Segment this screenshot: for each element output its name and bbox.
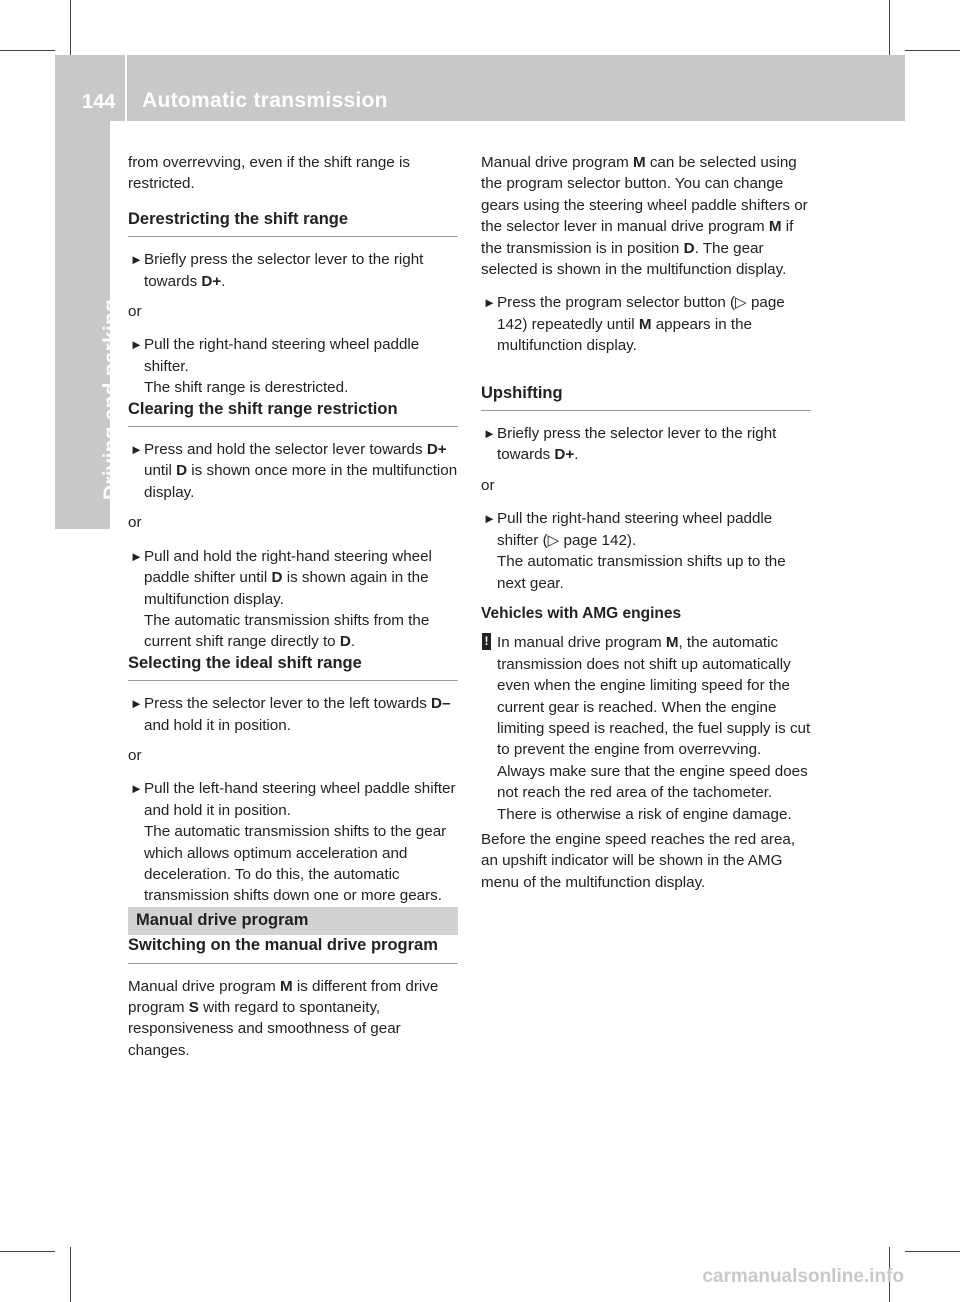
page-reference-link[interactable]: ▷ page 142 xyxy=(497,294,785,333)
section-heading: Selecting the ideal shift range xyxy=(128,653,458,681)
instruction-step: ► Pull the right-hand steering wheel paddle shifter. The shift range is derestricted. xyxy=(130,336,420,397)
body-paragraph: Manual drive program M is different from drive program S with regard to spontaneity, responsiveness and smoothness of gear changes. xyxy=(128,977,439,1059)
step-arrow-icon: ► xyxy=(483,511,496,527)
instruction-step: ► Pull the right-hand steering wheel paddle shifter (▷ page 142). The automatic transmission shifts up to the next gear. xyxy=(483,510,786,592)
body-paragraph: Before the engine speed reaches the red area, an upshift indicator will be shown in the AMG menu of the multifunction display. xyxy=(481,830,796,891)
instruction-step: ► Press the program selector button (▷ page 142) repeatedly until M appears in the multifunction display. xyxy=(483,294,785,355)
crop-mark xyxy=(905,1251,960,1252)
watermark: carmanualsonline.info xyxy=(702,1266,904,1287)
section-heading: Clearing the shift range restriction xyxy=(128,399,458,427)
step-arrow-icon: ► xyxy=(130,442,143,458)
instruction-step: ► Pull and hold the right-hand steering wheel paddle shifter until D is shown again in the multifunction display. The automatic transmission shifts from the current shift range directly to D. xyxy=(130,547,432,651)
step-result: The shift range is derestricted. xyxy=(144,379,349,397)
crop-mark xyxy=(70,0,71,55)
crop-mark xyxy=(889,0,890,55)
subheading: Vehicles with AMG engines xyxy=(481,604,682,622)
section-heading: Switching on the manual drive program xyxy=(128,935,458,963)
instruction-step: ► Briefly press the selector lever to the right towards D+. xyxy=(130,251,424,290)
chapter-tab-label: Driving and parking xyxy=(100,299,123,500)
instruction-step: ► Press and hold the selector lever towards D+ until D is shown once more in the multifunction display. xyxy=(130,441,458,501)
or-separator: or xyxy=(481,476,495,494)
instruction-step: ► Press the selector lever to the left towards D– and hold it in position. xyxy=(130,695,451,734)
or-separator: or xyxy=(128,746,142,764)
right-column xyxy=(481,152,811,893)
crop-mark xyxy=(70,1247,71,1302)
step-arrow-icon: ► xyxy=(130,252,143,268)
body-paragraph: Manual drive program M can be selected using the program selector button. You can change gears using the steering wheel paddle shifters or the selector lever in manual drive program M if the transmission is in position D. The gear selected is shown in the multifunction display. xyxy=(481,154,808,279)
instruction-step: ► Briefly press the selector lever to the right towards D+. xyxy=(483,425,777,464)
instruction-step: ► Pull the left-hand steering wheel paddle shifter and hold it in position. The automatic transmission shifts to the gear which allows optimum acceleration and deceleration. To do this, the automatic transmission shifts down one or more gears. xyxy=(130,780,456,905)
step-arrow-icon: ► xyxy=(483,295,496,311)
intro-text: from overrevving, even if the shift range is restricted. xyxy=(128,154,410,193)
crop-mark xyxy=(0,1251,55,1252)
page-reference-link[interactable]: ▷ page 142 xyxy=(547,531,627,549)
warning-note: ! In manual drive program M, the automatic transmission does not shift up automatically even when the engine limiting speed for the current gear is reached. When the engine limiting speed is reached, the fuel supply is cut to prevent the engine from overrevving. Always make sure that the engine speed does not reach the red area of the tachometer. There is otherwise a risk of engine damage. xyxy=(481,632,811,825)
step-arrow-icon: ► xyxy=(130,337,143,353)
crop-mark xyxy=(0,50,55,51)
or-separator: or xyxy=(128,303,142,321)
step-arrow-icon: ► xyxy=(130,781,143,797)
page-title: Automatic transmission xyxy=(142,89,388,112)
section-heading: Upshifting xyxy=(481,383,811,411)
page-number: 144 xyxy=(82,91,116,113)
crop-mark xyxy=(905,50,960,51)
step-arrow-icon: ► xyxy=(483,426,496,442)
section-heading: Derestricting the shift range xyxy=(128,209,458,237)
step-arrow-icon: ► xyxy=(130,696,143,712)
section-title-bar: Manual drive program xyxy=(128,907,458,935)
step-arrow-icon: ► xyxy=(130,548,143,564)
left-column xyxy=(128,152,458,1061)
warning-icon: ! xyxy=(482,633,491,650)
or-separator: or xyxy=(128,514,142,532)
header-divider xyxy=(125,55,127,121)
